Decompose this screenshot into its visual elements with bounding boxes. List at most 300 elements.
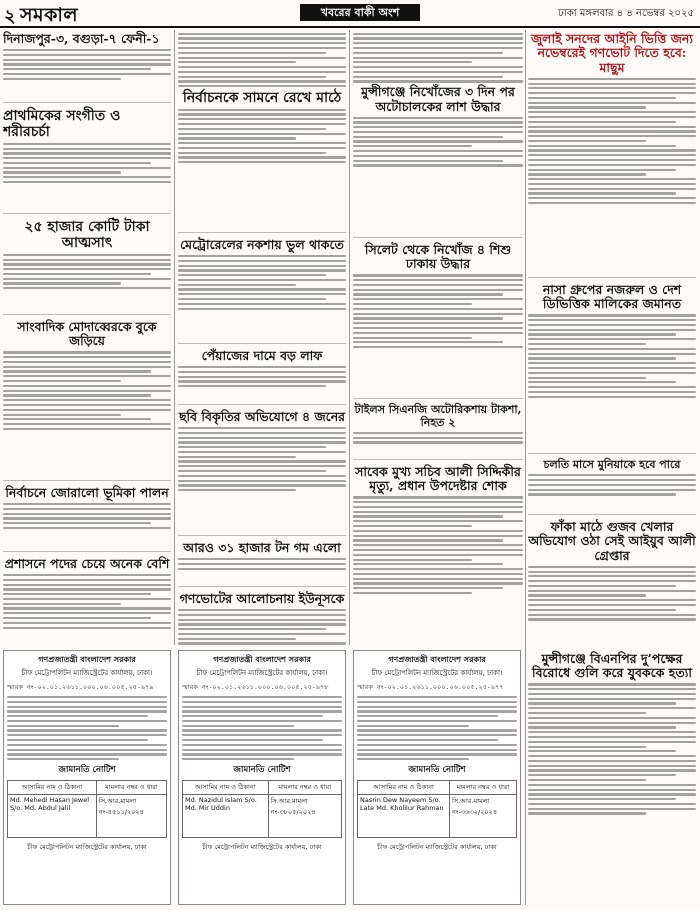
text-line [528, 396, 696, 398]
text-line [178, 568, 346, 570]
text-line [528, 580, 696, 582]
notice-case: সি.আর.মামলা নং-৪৫১১/২০২৪ [96, 795, 166, 838]
text-line [353, 539, 503, 541]
text-line [528, 343, 646, 345]
text-line [178, 37, 346, 39]
story[interactable] [353, 463, 523, 655]
text-line [3, 273, 151, 275]
text-line [353, 298, 523, 300]
text-line [353, 76, 503, 78]
text-line [528, 575, 696, 577]
text-line [178, 376, 346, 378]
text-line [3, 517, 171, 519]
notice-table [357, 780, 517, 838]
text-line [182, 725, 294, 727]
text-line [528, 750, 676, 752]
text-line [7, 758, 119, 760]
text-line [353, 274, 523, 276]
text-line [528, 760, 696, 762]
text-line [178, 456, 296, 458]
story[interactable] [3, 30, 171, 103]
text-line [528, 493, 676, 495]
text-line [528, 479, 696, 481]
text-line [353, 587, 503, 589]
headline[interactable]: দিনাজপুর-৩, বগুড়া-৭ ফেনী-১ [3, 31, 160, 46]
text-line [357, 753, 517, 755]
text-line [178, 279, 346, 281]
text-line [182, 706, 342, 708]
text-line [528, 726, 676, 728]
text-line [178, 489, 296, 491]
text-line [528, 149, 696, 151]
text-line [178, 371, 346, 373]
story[interactable] [528, 30, 696, 278]
text-line [3, 366, 171, 368]
text-line [178, 260, 346, 262]
text-line [528, 798, 676, 800]
text-line [528, 590, 696, 592]
text-line [528, 571, 696, 573]
story[interactable] [353, 402, 523, 460]
notice-ref: স্মারক নং-০২.০১.২৬১১.০০০.০৬.০০৫.২৫-৯৭৭ [357, 683, 504, 691]
text-line [3, 390, 171, 392]
text-line [353, 530, 523, 532]
text-line [528, 159, 696, 161]
text-line [3, 282, 121, 284]
headline[interactable]: পেঁয়াজের দামে বড় লাফ [201, 348, 323, 363]
story[interactable] [528, 281, 696, 454]
text-line [3, 54, 171, 56]
notice-accused: Md. Mehedi Hasan Jewel S/o. Md. Abdul Jalil [8, 795, 97, 838]
story-body [3, 254, 171, 290]
text-line [178, 470, 326, 472]
text-line [178, 303, 346, 305]
text-line [528, 736, 696, 738]
text-line [528, 731, 696, 733]
notice-accused: Md. Nazidul Islam S/o. Md. Mir Uddin [183, 795, 269, 838]
text-line [528, 178, 696, 180]
text-line [528, 717, 696, 719]
text-line [3, 414, 121, 416]
text-line [3, 418, 151, 420]
text-line [178, 619, 346, 621]
text-line [3, 49, 171, 51]
notice-body [182, 696, 342, 760]
text-line [353, 308, 523, 310]
text-line [178, 269, 346, 271]
text-line [353, 437, 523, 439]
notice-case: সি.আর.মামলা নং-৩৮০৫/২০২৪ [268, 795, 341, 838]
text-line [178, 633, 346, 635]
story-body [528, 314, 696, 397]
headline[interactable]: সাংবাদিক মোদাব্বেরকে বুকে জড়িয়ে [17, 319, 157, 349]
dateline: ঢাকা মঙ্গলবার ৪ ৪ নভেম্বর ২০২৫ [558, 8, 694, 19]
text-line [528, 585, 676, 587]
headline[interactable]: নির্বাচনে জোরালো ভূমিকা পালন [5, 485, 169, 500]
text-line [178, 308, 346, 310]
text-line [528, 765, 696, 767]
story[interactable] [178, 539, 346, 587]
notice-table [182, 780, 342, 838]
text-line [178, 451, 346, 453]
text-line [3, 394, 151, 396]
text-line [3, 254, 171, 256]
text-line [528, 116, 696, 118]
text-line [3, 584, 171, 586]
story-body [178, 255, 346, 310]
story[interactable] [178, 30, 346, 233]
court-notice [353, 650, 521, 905]
text-line [178, 80, 346, 82]
page-number: ২ [4, 6, 16, 27]
text-line [178, 288, 346, 290]
text-line [528, 87, 696, 89]
text-line [353, 432, 523, 434]
text-line [528, 314, 696, 316]
text-line [353, 496, 523, 498]
text-line [353, 293, 503, 295]
headline[interactable]: মেট্রোরেলের নকশায় ভুল থাকতে [180, 237, 344, 252]
text-line [3, 287, 171, 289]
text-line [528, 183, 696, 185]
text-line [3, 263, 171, 265]
text-line [178, 47, 346, 49]
headline[interactable]: প্রাথমিকের সংগীত ও শরীরচর্চা [3, 108, 121, 141]
text-line [7, 725, 119, 727]
text-line [528, 755, 696, 757]
text-line [182, 758, 294, 760]
text-line [353, 279, 523, 281]
story[interactable] [528, 457, 696, 515]
column-4 [528, 30, 696, 663]
text-line [178, 128, 326, 130]
text-line [178, 147, 346, 149]
text-line [3, 617, 151, 619]
text-line [353, 506, 523, 508]
text-line [528, 489, 696, 491]
text-line [353, 501, 523, 503]
text-line [182, 749, 342, 751]
text-line [3, 503, 171, 505]
text-line [3, 622, 171, 624]
story[interactable] [3, 217, 171, 315]
text-line [353, 515, 503, 517]
story-body [3, 351, 171, 430]
story[interactable] [528, 650, 696, 893]
text-line [353, 164, 523, 166]
headline[interactable]: টাইলস সিএনজি অটোরিকশায় টাকশা, নিহত ২ [354, 403, 522, 429]
text-line [353, 578, 523, 580]
text-line [353, 535, 523, 537]
text-line [357, 729, 517, 731]
headline[interactable]: মুন্সীগঞ্জে নিখোঁজের ৩ দিন পর অটোচালকের লাশ উদ্ধার [361, 84, 515, 114]
story[interactable] [353, 30, 523, 238]
text-line [353, 126, 523, 128]
text-line [178, 465, 346, 467]
newspaper-logo: সমকাল [20, 4, 79, 26]
story-body [178, 109, 346, 164]
headline[interactable]: সিলেট থেকে নিখোঁজ ৪ শিশু ঢাকায় উদ্ধার [364, 242, 512, 272]
text-line [528, 362, 696, 364]
story-body [528, 78, 696, 205]
text-line [178, 284, 296, 286]
text-line [353, 573, 523, 575]
notice-office: চীফ মেট্রোপলিটন ম্যাজিস্ট্রেটের কার্যালয়, ঢাকা। [21, 669, 153, 677]
text-line [3, 574, 171, 576]
text-line [178, 293, 346, 295]
text-line [353, 37, 523, 39]
column-2 [178, 30, 346, 675]
text-line [357, 749, 517, 751]
text-line [528, 784, 696, 786]
text-line [528, 618, 696, 620]
text-line [353, 150, 523, 152]
text-line [357, 744, 517, 746]
text-line [353, 284, 523, 286]
text-line [3, 176, 171, 178]
text-line [353, 303, 472, 305]
text-line [178, 642, 346, 644]
text-line [182, 753, 342, 755]
text-line [178, 61, 296, 63]
notice-heading: জামানতি নোটিশ [58, 765, 116, 776]
text-line [3, 399, 171, 401]
notice-table [7, 780, 167, 838]
text-line [3, 268, 171, 270]
text-line [528, 169, 676, 171]
text-line [528, 377, 646, 379]
text-line [353, 544, 523, 546]
story-body [528, 683, 696, 893]
text-line [178, 57, 346, 59]
text-line [528, 793, 696, 795]
headline[interactable]: নির্বাচনকে সামনে রেখে মাঠে [182, 89, 342, 106]
text-line [353, 563, 503, 565]
text-line [528, 566, 696, 568]
text-line [353, 332, 523, 334]
text-line [528, 154, 696, 156]
text-line [3, 588, 171, 590]
text-line [528, 324, 696, 326]
text-line [353, 337, 472, 339]
text-line [3, 351, 171, 353]
story[interactable] [528, 518, 696, 660]
text-line [7, 744, 167, 746]
notice-accused: Nasrin Dew Nayeem S/o. Late Md. Kholilur Rahman [358, 795, 450, 838]
text-line [528, 391, 696, 393]
headline[interactable]: গণভোটের আলোচনায় ইউনূসকে [179, 591, 345, 606]
text-line [178, 475, 346, 477]
text-line [353, 568, 523, 570]
text-line [528, 164, 696, 166]
column-rule [525, 30, 526, 905]
notice-office: চীফ মেট্রোপলিটন ম্যাজিস্ট্রেটের কার্যালয়, ঢাকা। [371, 669, 503, 677]
text-line [3, 428, 171, 430]
text-line [178, 52, 326, 54]
notice-signature: চীফ মেট্রোপলিটন ম্যাজিস্ট্রেটের কার্যালয়, ঢাকা [27, 843, 147, 852]
notice-govt: গণপ্রজাতন্ত্রী বাংলাদেশ সরকার [38, 655, 136, 664]
text-line [528, 774, 676, 776]
story-body [3, 143, 171, 183]
text-line [178, 109, 346, 111]
story[interactable] [178, 236, 346, 344]
court-notices [3, 650, 523, 905]
text-line [3, 356, 171, 358]
text-line [353, 136, 503, 138]
text-line [178, 123, 346, 125]
text-line [178, 441, 346, 443]
notice-col-b: মামলার নম্বর ও ধারা [96, 781, 166, 795]
text-line [178, 623, 346, 625]
text-line [182, 701, 342, 703]
text-line [353, 592, 472, 594]
text-line [3, 68, 151, 70]
text-line [528, 145, 676, 147]
text-line [182, 744, 342, 746]
story[interactable] [3, 106, 171, 214]
headline[interactable]: প্রশাসনে পদের চেয়ে অনেক বেশি [4, 556, 170, 571]
text-line [353, 33, 523, 35]
text-line [528, 92, 696, 94]
text-line [353, 52, 503, 54]
text-line [7, 734, 167, 736]
text-line [3, 598, 171, 600]
text-line [357, 720, 517, 722]
headline[interactable]: ফাঁকা মাঠে গুজব খেলার অভিযোগ ওঠা সেই আইয়ুব আলী গ্রেপ্তার [528, 519, 696, 563]
text-line [528, 688, 696, 690]
notice-col-a: আসামির নাম ও ঠিকানা [183, 781, 269, 795]
text-line [3, 522, 151, 524]
text-line [353, 559, 472, 561]
text-line [528, 789, 696, 791]
text-line [178, 460, 346, 462]
text-line [353, 313, 523, 315]
headline[interactable]: ২৫ হাজার কোটি টাকা আত্মসাৎ [24, 219, 150, 252]
story[interactable] [178, 347, 346, 405]
text-line [353, 346, 523, 348]
text-line [528, 712, 646, 714]
text-line [357, 739, 498, 741]
text-line [528, 808, 696, 810]
text-line [3, 404, 171, 406]
text-line [357, 710, 517, 712]
text-line [528, 329, 696, 331]
text-line [528, 202, 696, 204]
text-line [178, 274, 326, 276]
text-line [528, 83, 696, 85]
text-line [7, 715, 148, 717]
text-line [3, 513, 171, 515]
text-line [528, 609, 676, 611]
text-line [3, 63, 171, 65]
text-line [178, 628, 326, 630]
text-line [3, 162, 151, 164]
text-line [178, 156, 346, 158]
text-line [528, 386, 696, 388]
headline[interactable]: মুন্সীগঞ্জে বিএনপির দু’পক্ষের বিরোধে গুলি করে যুবককে হত্যা [532, 651, 692, 681]
text-line [528, 599, 696, 601]
text-line [353, 317, 503, 319]
story[interactable] [3, 484, 171, 552]
story[interactable] [178, 408, 346, 536]
text-line [3, 157, 171, 159]
story[interactable] [3, 318, 171, 481]
text-line [353, 525, 472, 527]
text-line [353, 47, 523, 49]
column-3 [353, 30, 523, 658]
text-line [528, 812, 646, 814]
headline[interactable]: চলতি মাসে মুনিয়াকে হবে পারে [543, 458, 681, 471]
text-line [3, 78, 121, 80]
text-line [182, 696, 342, 698]
text-line [353, 140, 523, 142]
text-line [178, 142, 346, 144]
text-line [528, 594, 646, 596]
text-line [353, 71, 523, 73]
text-line [528, 319, 696, 321]
text-line [353, 322, 523, 324]
story-body [178, 609, 346, 645]
headline[interactable]: আরও ৩১ হাজার টন গম এলো [183, 540, 341, 555]
story-body [353, 117, 523, 167]
court-notice [178, 650, 346, 905]
text-line [3, 527, 171, 529]
text-line [3, 370, 151, 372]
story[interactable] [353, 241, 523, 399]
text-line [3, 508, 171, 510]
text-line [3, 409, 171, 411]
story-body [3, 49, 171, 80]
text-line [353, 327, 523, 329]
text-line [178, 152, 326, 154]
text-line [178, 446, 326, 448]
text-line [3, 593, 151, 595]
text-line [3, 181, 171, 183]
text-line [178, 484, 346, 486]
text-line [528, 140, 646, 142]
story[interactable] [3, 555, 171, 665]
text-line [353, 57, 523, 59]
text-line [178, 385, 326, 387]
story-body [3, 574, 171, 629]
column-rule [174, 30, 175, 645]
text-line [3, 380, 121, 382]
text-line [7, 749, 167, 751]
masthead [0, 0, 700, 28]
notice-heading: জামানতি নোটিশ [233, 765, 291, 776]
text-line [528, 702, 676, 704]
text-line [178, 133, 346, 135]
text-line [353, 66, 523, 68]
text-line [357, 696, 517, 698]
text-line [3, 423, 171, 425]
story-body [353, 274, 523, 348]
text-line [353, 289, 523, 291]
text-line [3, 259, 171, 261]
text-line [178, 265, 346, 267]
text-line [528, 604, 696, 606]
text-line [7, 753, 167, 755]
headline[interactable]: সাবেক মুখ্য সচিব আলী সিদ্দিকীর মৃত্যু, প্রধান উপদেষ্টার শোক [355, 464, 521, 494]
headline[interactable]: জুলাই সনদের আইনি ভিত্তি জন্য নভেম্বরেই গণভোট দিতে হবে: মাছুম [530, 31, 693, 75]
text-line [528, 803, 696, 805]
text-line [7, 739, 148, 741]
text-line [3, 361, 171, 363]
headline[interactable]: ছবি বিকৃতির অভিযোগে ৪ জনের [178, 409, 346, 424]
headline[interactable]: নাসা গ্রুপের নজরুল ও দেশ ডিভিত্তিক মালিকের জমানত [542, 282, 682, 312]
text-line [3, 627, 171, 629]
story-body [353, 33, 523, 83]
